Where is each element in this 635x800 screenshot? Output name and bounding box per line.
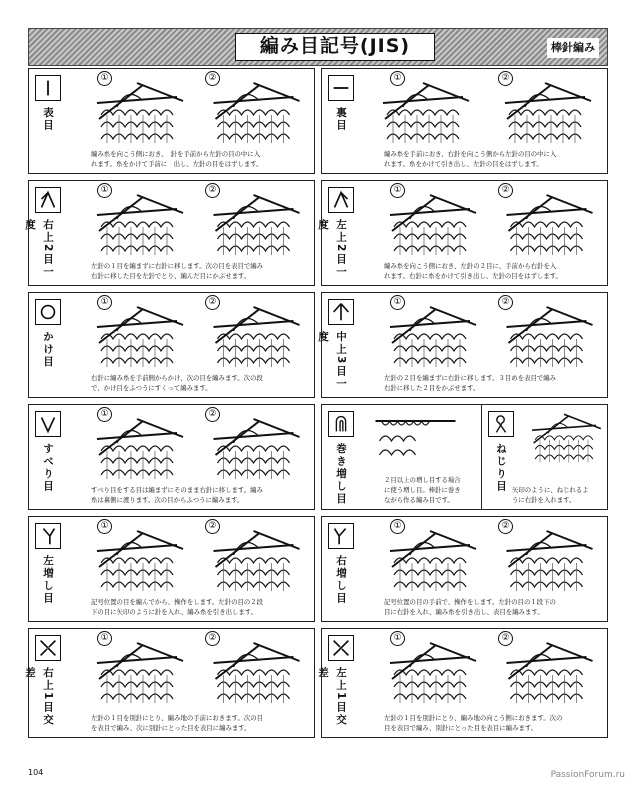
circle-icon [35, 299, 61, 325]
stitch-caption: 編み糸を向こう側におき、左針の２目に、手前から右針を入 れます。右針に糸をかけて引き出し、左針の目をはずします。 [384, 262, 562, 280]
step-2-marker: ② [498, 295, 513, 310]
stitch-label: すべり目 [42, 443, 54, 493]
stitch-cell-suberi-me [28, 404, 315, 510]
stitch-cell-migiue-1-me-kousa [24, 628, 315, 738]
yarn-over-illustration-step-1 [87, 303, 187, 373]
stitch-row [28, 292, 608, 398]
step-2-marker: ② [205, 407, 220, 422]
cable-illustration-step-1 [380, 639, 480, 709]
stitch-cell-nakaue-3-me-ichido [317, 292, 608, 398]
stitch-caption: 矢印のように、ねじれるよ うに右針を入れます。 [512, 486, 589, 504]
cast-on-illustration [358, 411, 473, 467]
stitch-label: 左上1目交差 [317, 667, 347, 727]
decrease-illustration-step-1 [380, 191, 480, 261]
knit-illustration-step-2 [201, 79, 306, 149]
stitch-label: 巻き増し目 [335, 443, 347, 506]
horizontal-line-icon [328, 75, 354, 101]
step-1-marker: ① [390, 71, 405, 86]
stitch-caption: ２目以上の増し目する場合 に使う増し目。棒針に巻き ながら作る編み目です。 [384, 476, 461, 504]
purl-illustration-step-2 [490, 79, 600, 149]
yarn-over-illustration-step-2 [201, 303, 306, 373]
step-2-marker: ② [205, 71, 220, 86]
stitch-cell-kake-me [28, 292, 315, 398]
stitch-label: 左増し目 [42, 555, 54, 605]
left-cross-icon [328, 635, 354, 661]
slip-illustration-step-2 [201, 415, 306, 485]
stitch-caption: 編み糸を手前におき、右針を向こう側から左針の目の中に入 れます。糸をかけて引き出し、左針の目をはずします。 [384, 150, 557, 168]
step-1-marker: ① [97, 407, 112, 422]
step-2-marker: ② [205, 183, 220, 198]
stitch-row [24, 180, 608, 286]
stitch-label: 表目 [42, 107, 54, 132]
step-1-marker: ① [97, 295, 112, 310]
stitch-caption: すべり目をする目は編まずにそのまま右針に移します。編み 糸は裏側に渡ります。次の目からふつうに編みます。 [91, 486, 263, 504]
stitch-label: ねじり目 [495, 443, 507, 493]
right-increase-icon [328, 523, 354, 549]
step-2-marker: ② [498, 71, 513, 86]
vertical-line-icon [35, 75, 61, 101]
purl-illustration-step-1 [368, 79, 478, 149]
stitch-label: 裏目 [335, 107, 347, 132]
stitch-row [24, 628, 608, 738]
stitch-caption: 左針の１目を別針にとり、編み地の手前におきます。次の目 を表目で編み、次に別針にとった目を表目に編みます。 [91, 714, 264, 732]
decrease-illustration-step-2 [494, 191, 599, 261]
stitch-caption: 左針の２目を編まずに右針に移します。３目めを表目で編み 右針に移した２目をかぶせます。 [384, 374, 557, 392]
page-title: 編み目記号(JIS) [235, 33, 435, 61]
stitch-cell-migiue-2-me-ichido [24, 180, 315, 286]
stitch-cell-omote-me [28, 68, 315, 174]
stitch-cell-migi-mashi-me [321, 516, 608, 622]
v-shape-icon [35, 411, 61, 437]
stitch-label: 右増し目 [335, 555, 347, 605]
step-1-marker: ① [390, 519, 405, 534]
stitch-caption: 左針の１目を編まずに右針に移します。次の目を表目で編み 右針に移した目を左針でとり、編んだ目にかぶせます。 [91, 262, 264, 280]
watermark: PassionForum.ru [550, 770, 625, 780]
stitch-row [28, 68, 608, 174]
stitch-caption: 左針の１目を別針にとり、編み地の向こう側におきます。次の 目を表目で編み、別針にとった目を表目に編みます。 [384, 714, 563, 732]
increase-illustration-step-2 [494, 527, 599, 597]
increase-illustration-step-1 [380, 527, 480, 597]
step-1-marker: ① [390, 295, 405, 310]
right-cross-icon [35, 635, 61, 661]
stitch-cell-hidari-mashi-me [28, 516, 315, 622]
step-1-marker: ① [97, 71, 112, 86]
stitch-cell-hidariue-1-me-kousa [317, 628, 608, 738]
stitch-cell-pair [321, 404, 608, 510]
page-subtitle: 棒針編み [547, 38, 599, 58]
loop-icon [328, 411, 354, 437]
page-number: 104 [28, 768, 44, 777]
cable-illustration-step-2 [494, 639, 599, 709]
step-2-marker: ② [205, 519, 220, 534]
knit-illustration-step-1 [87, 79, 187, 149]
step-2-marker: ② [205, 631, 220, 646]
step-2-marker: ② [498, 519, 513, 534]
stitch-label: 左上2目一度 [317, 219, 347, 279]
step-1-marker: ① [390, 631, 405, 646]
stitch-label: かけ目 [42, 331, 54, 369]
stitch-caption: 編み糸を向こう側におき、 針を手前から左針の目の中に入 れます。糸をかけて手前に 出し、左針の目をはずします。 [91, 150, 263, 168]
twisted-illustration [522, 411, 606, 467]
increase-illustration-step-2 [201, 527, 306, 597]
decrease-illustration-step-1 [87, 191, 187, 261]
stitch-caption: 記号位置の目の手前で、操作をします。左針の目の１段下の 目に右針を入れ、編み糸を引き出し、表目を編みます。 [384, 598, 556, 616]
stitch-row [28, 404, 608, 510]
left-over-2-together-icon [328, 187, 354, 213]
stitch-cell-nejiri-me [482, 405, 607, 509]
slip-illustration-step-1 [87, 415, 187, 485]
stitch-caption: 記号位置の目を編んでから、操作をします。左針の目の２段 下の目に矢印のように針を入れ、編み糸を引き出します。 [91, 598, 264, 616]
stitch-grid [24, 68, 608, 744]
stitch-row [28, 516, 608, 622]
decrease-illustration-step-1 [380, 303, 480, 373]
decrease-illustration-step-2 [201, 191, 306, 261]
twisted-loop-icon [488, 411, 514, 437]
cable-illustration-step-2 [201, 639, 306, 709]
left-increase-icon [35, 523, 61, 549]
decrease-illustration-step-2 [494, 303, 599, 373]
stitch-cell-ura-me [321, 68, 608, 174]
step-2-marker: ② [498, 631, 513, 646]
step-1-marker: ① [97, 519, 112, 534]
increase-illustration-step-1 [87, 527, 187, 597]
step-1-marker: ① [97, 631, 112, 646]
step-1-marker: ① [97, 183, 112, 198]
center-3-together-icon [328, 299, 354, 325]
cable-illustration-step-1 [87, 639, 187, 709]
stitch-label: 右上2目一度 [24, 219, 54, 279]
stitch-caption: 右針に編み糸を手前側からかけ、次の目を編みます。次の段 で、かけ目をふつうにすくって編みます。 [91, 374, 263, 392]
right-over-2-together-icon [35, 187, 61, 213]
stitch-label: 中上3目一度 [317, 331, 347, 391]
step-2-marker: ② [498, 183, 513, 198]
stitch-cell-hidariue-2-me-ichido [317, 180, 608, 286]
stitch-cell-makimashi-me [322, 405, 482, 509]
stitch-label: 右上1目交差 [24, 667, 54, 727]
step-1-marker: ① [390, 183, 405, 198]
page-header [28, 28, 608, 66]
step-2-marker: ② [205, 295, 220, 310]
